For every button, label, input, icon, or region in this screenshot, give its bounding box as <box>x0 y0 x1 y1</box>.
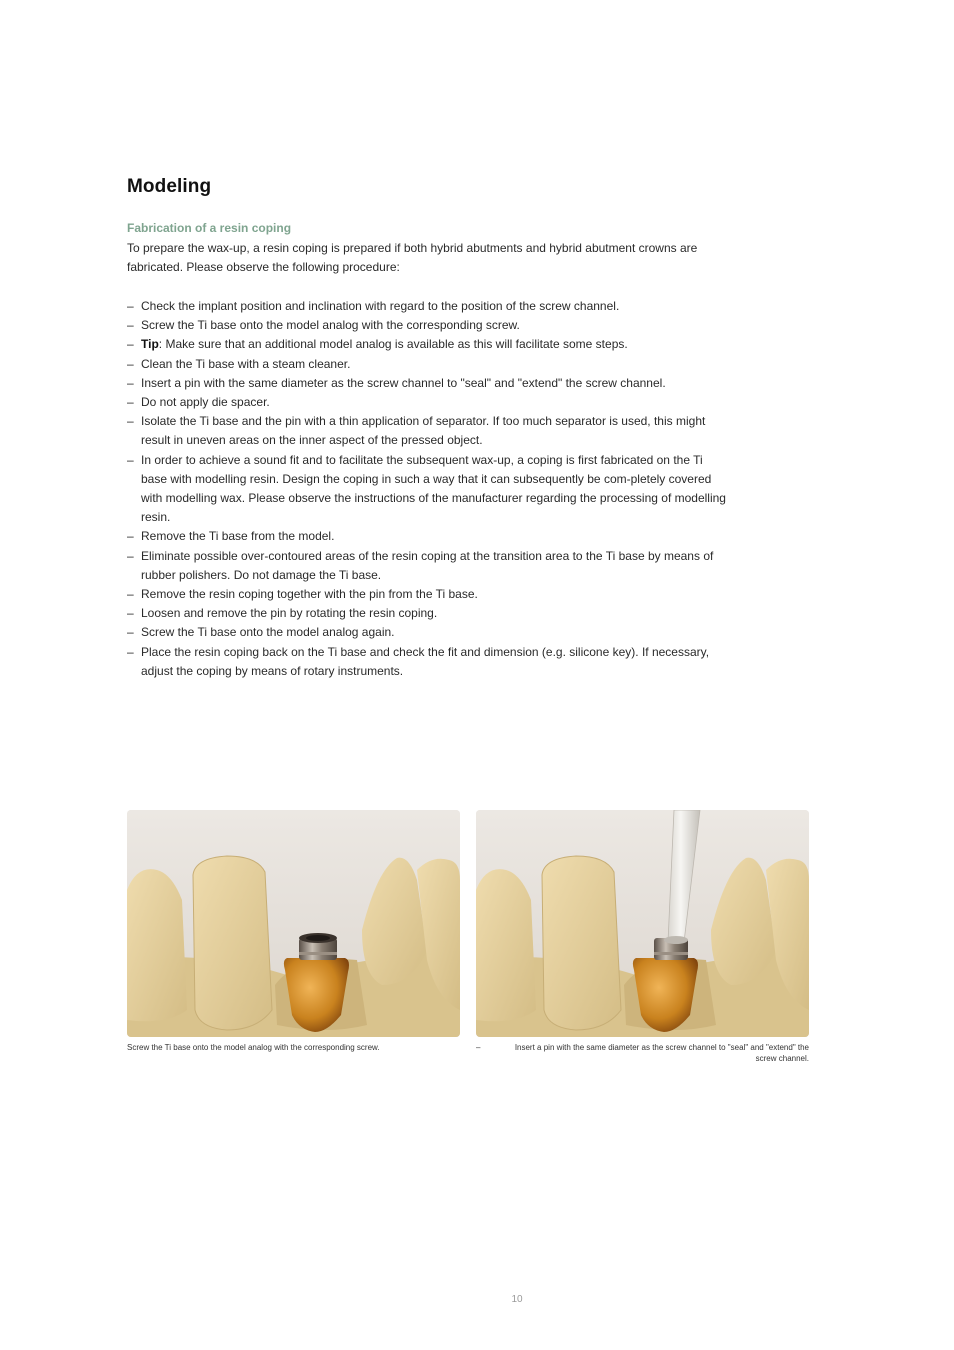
step-text: Remove the resin coping together with the pin from the Ti base. <box>141 587 478 602</box>
step-text: Do not apply die spacer. <box>141 395 270 410</box>
list-item: – Place the resin coping back on the Ti base and check the fit and dimension (e.g. silicone key). If necessary, adjust the coping by means of rotary instruments. <box>127 644 710 678</box>
tip-label: Tip <box>141 337 159 352</box>
list-item: – In order to achieve a sound fit and to facilitate the subsequent wax-up, a coping is first fabricated on the Ti base with modelling resin. Design the coping in such a way that it can subsequently be com-pletely covered with modelling wax. Please observe the instructions of the manufacturer regarding the processing of modelling resin. <box>127 452 726 525</box>
step-text: In order to achieve a sound fit and to facilitate the subsequent wax-up, a coping is first fabricated on the Ti base with modelling resin. Design the coping in such a way that it can subsequently be com-pletely covered with modelling wax. Please observe the instructions of the manufacturer regarding the processing of modelling resin. <box>141 452 726 525</box>
left-figure-caption: Screw the Ti base onto the model analog with the corresponding screw. <box>127 1043 380 1052</box>
pin-inserted-photo <box>476 810 809 1037</box>
step-text: Screw the Ti base onto the model analog again. <box>141 625 395 640</box>
list-item: – Loosen and remove the pin by rotating the resin coping. <box>127 606 438 621</box>
list-item: – Check the implant position and inclination with regard to the position of the screw channel. <box>127 299 620 313</box>
list-item: – Eliminate possible over-contoured areas of the resin coping at the transition area to the Ti base by means of rubber polishers. Do not damage the Ti base. <box>127 548 714 582</box>
list-item: – Screw the Ti base onto the model analog with the corresponding screw. <box>127 318 520 333</box>
step-text: Place the resin coping back on the Ti base and check the fit and dimension (e.g. silicone key). If necessary, adjust the coping by means of rotary instruments. <box>141 644 710 678</box>
step-text: Loosen and remove the pin by rotating the resin coping. <box>141 606 438 621</box>
ti-base-on-model-photo <box>127 810 460 1037</box>
step-text: Remove the Ti base from the model. <box>141 529 335 544</box>
right-caption-text: Insert a pin with the same diameter as the screw channel to "seal" and "extend" the screw channel. <box>514 1043 809 1063</box>
list-item: – Screw the Ti base onto the model analog again. <box>127 625 395 640</box>
list-item: – Do not apply die spacer. <box>127 395 270 410</box>
step-text: Clean the Ti base with a steam cleaner. <box>141 356 351 371</box>
step-text: Insert a pin with the same diameter as the screw channel to "seal" and "extend" the screw channel. <box>141 375 666 390</box>
page-title: Modeling <box>127 176 212 197</box>
list-item: – Isolate the Ti base and the pin with a thin application of separator. If too much separator is used, this might result in uneven areas on the inner aspect of the pressed object. <box>127 414 706 448</box>
right-figure-caption: – Insert a pin with the same diameter as the screw channel to "seal" and "extend" the screw channel. <box>476 1043 809 1063</box>
intro-paragraph: To prepare the wax-up, a resin coping is prepared if both hybrid abutments and hybrid abutment crowns are fabricated. Please observe the following procedure: <box>127 241 698 275</box>
step-text: : Make sure that an additional model analog is available as this will facilitate some steps. <box>158 337 628 352</box>
list-item: – Tip: Make sure that an additional model analog is available as this will facilitate some steps. <box>127 337 628 352</box>
step-text: Eliminate possible over-contoured areas of the resin coping at the transition area to the Ti base by means of rubber polishers. Do not damage the Ti base. <box>141 548 714 582</box>
list-item: – Insert a pin with the same diameter as the screw channel to "seal" and "extend" the screw channel. <box>127 375 666 390</box>
page-number: 10 <box>511 1294 523 1305</box>
step-text: Screw the Ti base onto the model analog with the corresponding screw. <box>141 318 520 333</box>
list-item: – Remove the resin coping together with the pin from the Ti base. <box>127 587 478 602</box>
section-subheading: Fabrication of a resin coping <box>127 221 292 235</box>
list-item: – Remove the Ti base from the model. <box>127 529 335 544</box>
procedure-steps-list <box>127 297 727 681</box>
step-text: Check the implant position and inclination with regard to the position of the screw channel. <box>141 299 620 313</box>
step-text: Isolate the Ti base and the pin with a thin application of separator. If too much separator is used, this might result in uneven areas on the inner aspect of the pressed object. <box>141 414 706 448</box>
list-item: – Clean the Ti base with a steam cleaner. <box>127 356 351 371</box>
